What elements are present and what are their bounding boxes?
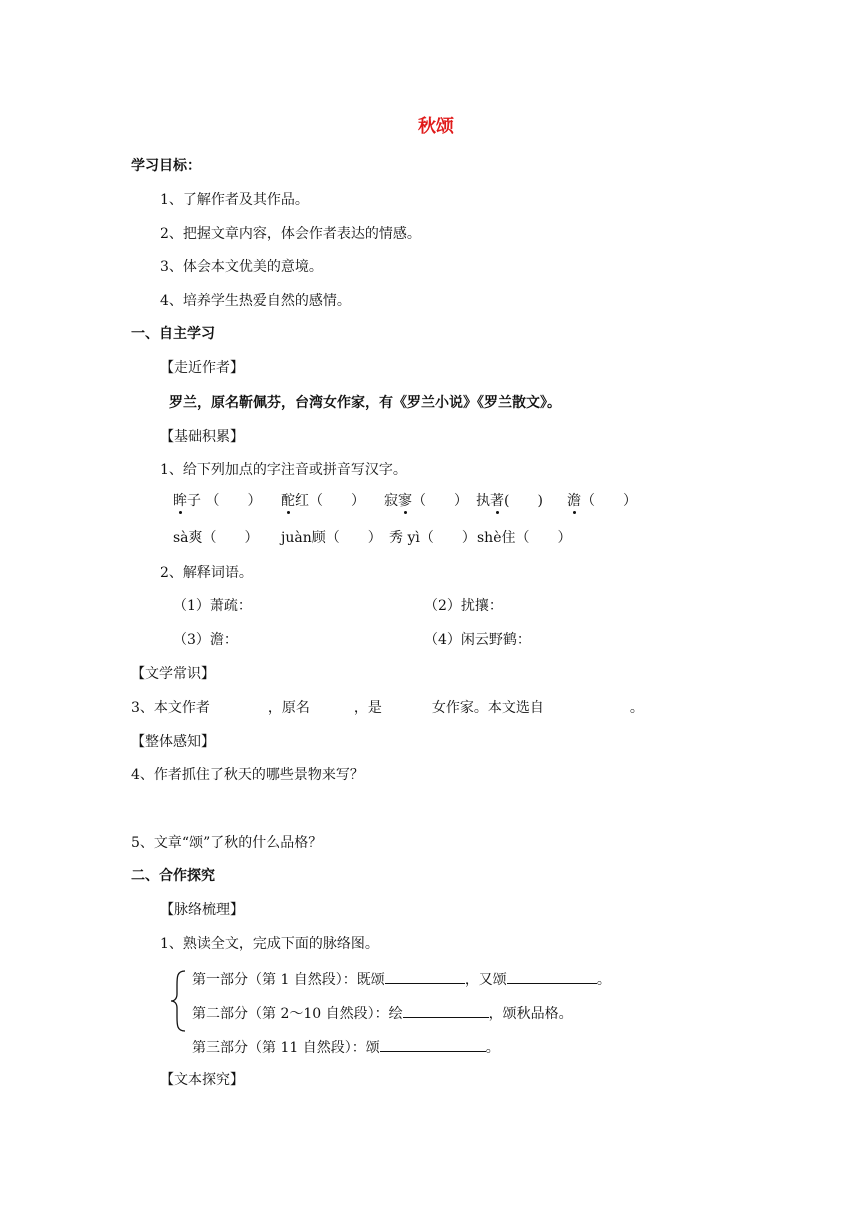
term-item: （3）澹： bbox=[173, 632, 238, 648]
question-5: 5、文章“颂”了秋的什么品格？ bbox=[131, 835, 323, 851]
dotted-char: 寥 bbox=[398, 493, 412, 509]
pinyin-item: 秀 yì（ ） bbox=[389, 530, 476, 546]
outline-part-1: 第一部分（第 1 自然段）：既颂 ，又颂 。 bbox=[192, 969, 611, 989]
dotted-char: 酡 bbox=[281, 493, 295, 509]
term-item: （4）闲云野鹤： bbox=[424, 632, 531, 648]
answer-blank bbox=[403, 1003, 489, 1018]
structure-question: 1、熟读全文，完成下面的脉络图。 bbox=[160, 936, 379, 952]
pinyin-item: 眸子 （ ） bbox=[173, 493, 262, 509]
pinyin-item: 寂寥（ ） bbox=[384, 493, 468, 509]
question-3: 3、本文作者 ，原名 ，是 女作家。本文选自 。 bbox=[131, 700, 644, 716]
answer-blank bbox=[380, 1037, 486, 1052]
author-text: 罗兰，原名靳佩芬，台湾女作家，有《罗兰小说》《罗兰散文》。 bbox=[169, 395, 561, 411]
dotted-char: 澹 bbox=[567, 493, 581, 509]
pinyin-item: 酡红（ ） bbox=[281, 493, 365, 509]
section2-heading: 二、合作探究 bbox=[131, 868, 215, 884]
question-2: 2、解释词语。 bbox=[160, 565, 253, 581]
term-item: （2）扰攘： bbox=[424, 598, 503, 614]
outline-part-3: 第三部分（第 11 自然段）：颂 。 bbox=[192, 1037, 500, 1057]
objective-item: 3、体会本文优美的意境。 bbox=[160, 259, 323, 275]
author-tag: 【走近作者】 bbox=[160, 360, 244, 376]
answer-blank bbox=[385, 969, 465, 984]
text-analysis-tag: 【文本探究】 bbox=[160, 1072, 244, 1088]
question-4: 4、作者抓住了秋天的哪些景物来写？ bbox=[131, 767, 364, 783]
literature-tag: 【文学常识】 bbox=[131, 666, 215, 682]
section1-heading: 一、自主学习 bbox=[131, 326, 215, 342]
dotted-char: 著 bbox=[490, 493, 504, 509]
objective-item: 4、培养学生热爱自然的感情。 bbox=[160, 293, 351, 309]
page-title: 秋颂 bbox=[418, 116, 454, 137]
term-item: （1）萧疏： bbox=[173, 598, 252, 614]
objective-item: 1、了解作者及其作品。 bbox=[160, 192, 309, 208]
pinyin-item: sà爽（ ） bbox=[173, 530, 259, 546]
pinyin-item: 执著( ) bbox=[476, 493, 543, 509]
brace-icon bbox=[168, 969, 188, 1033]
structure-tag: 【脉络梳理】 bbox=[160, 902, 244, 918]
question-1: 1、给下列加点的字注音或拼音写汉字。 bbox=[160, 462, 407, 478]
dotted-char: 眸 bbox=[173, 493, 187, 509]
pinyin-item: 澹（ ） bbox=[567, 493, 637, 509]
pinyin-item: shè住（ ） bbox=[477, 530, 572, 546]
pinyin-item: juàn顾（ ） bbox=[281, 530, 382, 546]
answer-blank bbox=[507, 969, 597, 984]
objectives-heading: 学习目标： bbox=[131, 158, 201, 174]
basics-tag: 【基础积累】 bbox=[160, 429, 244, 445]
objective-item: 2、把握文章内容，体会作者表达的情感。 bbox=[160, 226, 421, 242]
overall-tag: 【整体感知】 bbox=[131, 734, 215, 750]
outline-part-2: 第二部分（第 2～10 自然段）：绘 ，颂秋品格。 bbox=[192, 1003, 573, 1023]
